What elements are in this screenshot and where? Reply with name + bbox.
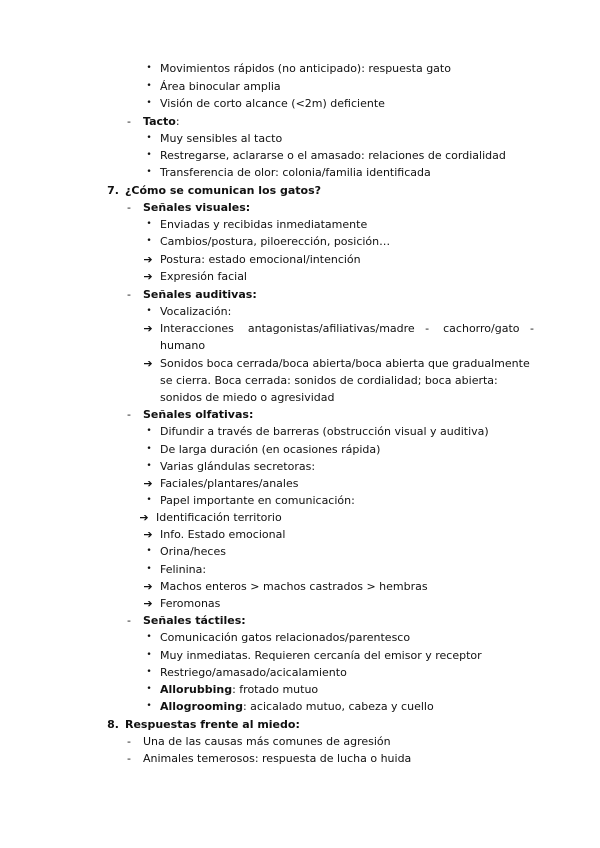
line-text (160, 78, 281, 95)
list-item (0, 60, 600, 77)
list-item (0, 458, 600, 475)
line-text (160, 130, 282, 147)
bullet-marker: • (146, 236, 152, 246)
list-item (0, 681, 600, 698)
bullet-marker: • (146, 133, 152, 143)
bold-term: Allogrooming (160, 700, 243, 713)
line-text (160, 492, 355, 509)
bold-term: Señales visuales: (143, 201, 251, 214)
list-item (0, 543, 600, 560)
list-item (0, 147, 600, 164)
text-run: Vocalización: (160, 305, 232, 318)
line-text (160, 303, 231, 320)
bullet-marker: • (146, 564, 152, 574)
bullet-marker: • (146, 650, 152, 660)
line-text (160, 681, 318, 698)
list-item (0, 337, 600, 354)
text-run: Enviadas y recibidas inmediatamente (160, 218, 368, 231)
line-text (160, 595, 220, 612)
text-run: se cierra. Boca cerrada: sonidos de cordialidad; boca abierta: (160, 374, 498, 387)
bullet-marker: • (146, 98, 152, 108)
text-run: Info. Estado emocional (160, 528, 286, 541)
subsection-item (0, 733, 600, 750)
text-run: Área binocular amplia (160, 80, 281, 93)
line-text (160, 561, 206, 578)
line-text (160, 578, 428, 595)
subsection-item (0, 406, 600, 423)
text-run: Animales temerosos: respuesta de lucha o huida (143, 752, 412, 765)
list-item (0, 509, 600, 526)
bullet-marker: • (146, 81, 152, 91)
line-text (160, 147, 506, 164)
subsection-item (0, 113, 600, 130)
line-text (143, 612, 246, 629)
list-item (0, 595, 600, 612)
list-item (0, 629, 600, 646)
list-item (0, 441, 600, 458)
text-run: : frotado mutuo (232, 683, 319, 696)
section-number: 7. (107, 184, 119, 197)
bold-term: Tacto (143, 115, 176, 128)
bullet-marker: • (146, 150, 152, 160)
line-text (160, 526, 285, 543)
list-item (0, 303, 600, 320)
section-heading (0, 716, 600, 733)
text-run: Interacciones antagonistas/afiliativas/madre - cachorro/gato - (160, 322, 534, 335)
line-text (160, 95, 385, 112)
line-text (143, 199, 250, 216)
arrow-icon: ➔ (143, 322, 153, 335)
text-run: Comunicación gatos relacionados/parentesco (160, 631, 411, 644)
list-item (0, 475, 600, 492)
line-text (160, 698, 434, 715)
line-text (160, 423, 489, 440)
line-text (125, 716, 300, 733)
text-run: Una de las causas más comunes de agresión (143, 735, 391, 748)
subsection-item (0, 750, 600, 767)
list-item (0, 130, 600, 147)
list-item (0, 561, 600, 578)
list-item (0, 647, 600, 664)
text-run: sonidos de miedo o agresividad (160, 391, 335, 404)
text-run: Machos enteros > machos castrados > hembras (160, 580, 428, 593)
line-text (160, 233, 390, 250)
text-run: Feromonas (160, 597, 221, 610)
text-run: Papel importante en comunicación: (160, 494, 355, 507)
bullet-marker: • (146, 219, 152, 229)
arrow-icon: ➔ (143, 477, 153, 490)
text-run: Postura: estado emocional/intención (160, 253, 361, 266)
bullet-marker: • (146, 167, 152, 177)
bullet-marker: • (146, 426, 152, 436)
dash-marker: - (127, 735, 131, 748)
line-text (156, 509, 282, 526)
section-heading (0, 182, 600, 199)
arrow-icon: ➔ (143, 357, 153, 370)
line-text (160, 251, 361, 268)
line-text (143, 286, 257, 303)
subsection-item (0, 612, 600, 629)
text-run: Orina/heces (160, 545, 226, 558)
line-text (160, 216, 367, 233)
arrow-icon: ➔ (143, 580, 153, 593)
bullet-marker: • (146, 667, 152, 677)
list-item (0, 389, 600, 406)
bullet-marker: • (146, 701, 152, 711)
list-item (0, 216, 600, 233)
line-text (160, 458, 315, 475)
line-text (125, 182, 321, 199)
section-number: 8. (107, 718, 119, 731)
list-item (0, 320, 600, 337)
bullet-marker: • (146, 632, 152, 642)
list-item (0, 95, 600, 112)
line-text (160, 337, 205, 354)
line-text (160, 164, 431, 181)
text-run: Expresión facial (160, 270, 247, 283)
bold-term: Allorubbing (160, 683, 233, 696)
line-text (160, 475, 298, 492)
line-text (160, 355, 530, 372)
line-text (160, 268, 247, 285)
bold-term: Señales olfativas: (143, 408, 254, 421)
bullet-marker: • (146, 684, 152, 694)
line-text (160, 543, 226, 560)
arrow-icon: ➔ (139, 511, 149, 524)
arrow-icon: ➔ (143, 270, 153, 283)
list-item (0, 664, 600, 681)
text-run: Visión de corto alcance (<2m) deficiente (160, 97, 385, 110)
text-run: Difundir a través de barreras (obstrucción visual y auditiva) (160, 425, 489, 438)
line-text (160, 320, 534, 337)
list-item (0, 578, 600, 595)
text-run: Restregarse, aclararse o el amasado: relaciones de cordialidad (160, 149, 506, 162)
dash-marker: - (127, 201, 131, 214)
list-item (0, 78, 600, 95)
list-item (0, 526, 600, 543)
dash-marker: - (127, 115, 131, 128)
bullet-marker: • (146, 461, 152, 471)
list-item (0, 164, 600, 181)
text-run: : (175, 115, 180, 128)
text-run: Muy sensibles al tacto (160, 132, 283, 145)
bold-term: Señales auditivas: (143, 288, 257, 301)
list-item (0, 233, 600, 250)
line-text (143, 406, 253, 423)
text-run: Felinina: (160, 563, 207, 576)
line-text (160, 664, 347, 681)
bold-term: Señales táctiles: (143, 614, 246, 627)
line-text (143, 733, 391, 750)
bullet-marker: • (146, 546, 152, 556)
bullet-marker: • (146, 495, 152, 505)
text-run: Sonidos boca cerrada/boca abierta/boca abierta que gradualmente (160, 357, 530, 370)
list-item (0, 492, 600, 509)
arrow-icon: ➔ (143, 597, 153, 610)
arrow-icon: ➔ (143, 253, 153, 266)
list-item (0, 372, 600, 389)
text-run: Cambios/postura, piloerección, posición… (160, 235, 391, 248)
line-text (160, 60, 451, 77)
bold-term: ¿Cómo se comunican los gatos? (125, 184, 322, 197)
dash-marker: - (127, 288, 131, 301)
list-item (0, 268, 600, 285)
bold-term: Respuestas frente al miedo: (125, 718, 300, 731)
bullet-marker: • (146, 444, 152, 454)
list-item (0, 423, 600, 440)
text-run: Varias glándulas secretoras: (160, 460, 316, 473)
line-text (160, 372, 498, 389)
bullet-marker: • (146, 306, 152, 316)
text-run: Identificación territorio (156, 511, 282, 524)
line-text (143, 113, 180, 130)
text-run: Muy inmediatas. Requieren cercanía del emisor y receptor (160, 649, 482, 662)
line-text (143, 750, 411, 767)
line-text (160, 441, 380, 458)
text-run: : acicalado mutuo, cabeza y cuello (242, 700, 434, 713)
text-run: De larga duración (en ocasiones rápida) (160, 443, 381, 456)
line-text (160, 629, 410, 646)
list-item (0, 698, 600, 715)
subsection-item (0, 286, 600, 303)
line-text (160, 389, 334, 406)
list-item (0, 251, 600, 268)
subsection-item (0, 199, 600, 216)
arrow-icon: ➔ (143, 528, 153, 541)
text-run: Movimientos rápidos (no anticipado): respuesta gato (160, 62, 451, 75)
text-run: Restriego/amasado/acicalamiento (160, 666, 347, 679)
dash-marker: - (127, 408, 131, 421)
text-run: Faciales/plantares/anales (160, 477, 299, 490)
dash-marker: - (127, 752, 131, 765)
list-item (0, 355, 600, 372)
text-run: humano (160, 339, 206, 352)
line-text (160, 647, 482, 664)
bullet-marker: • (146, 63, 152, 73)
dash-marker: - (127, 614, 131, 627)
text-run: Transferencia de olor: colonia/familia identificada (160, 166, 431, 179)
